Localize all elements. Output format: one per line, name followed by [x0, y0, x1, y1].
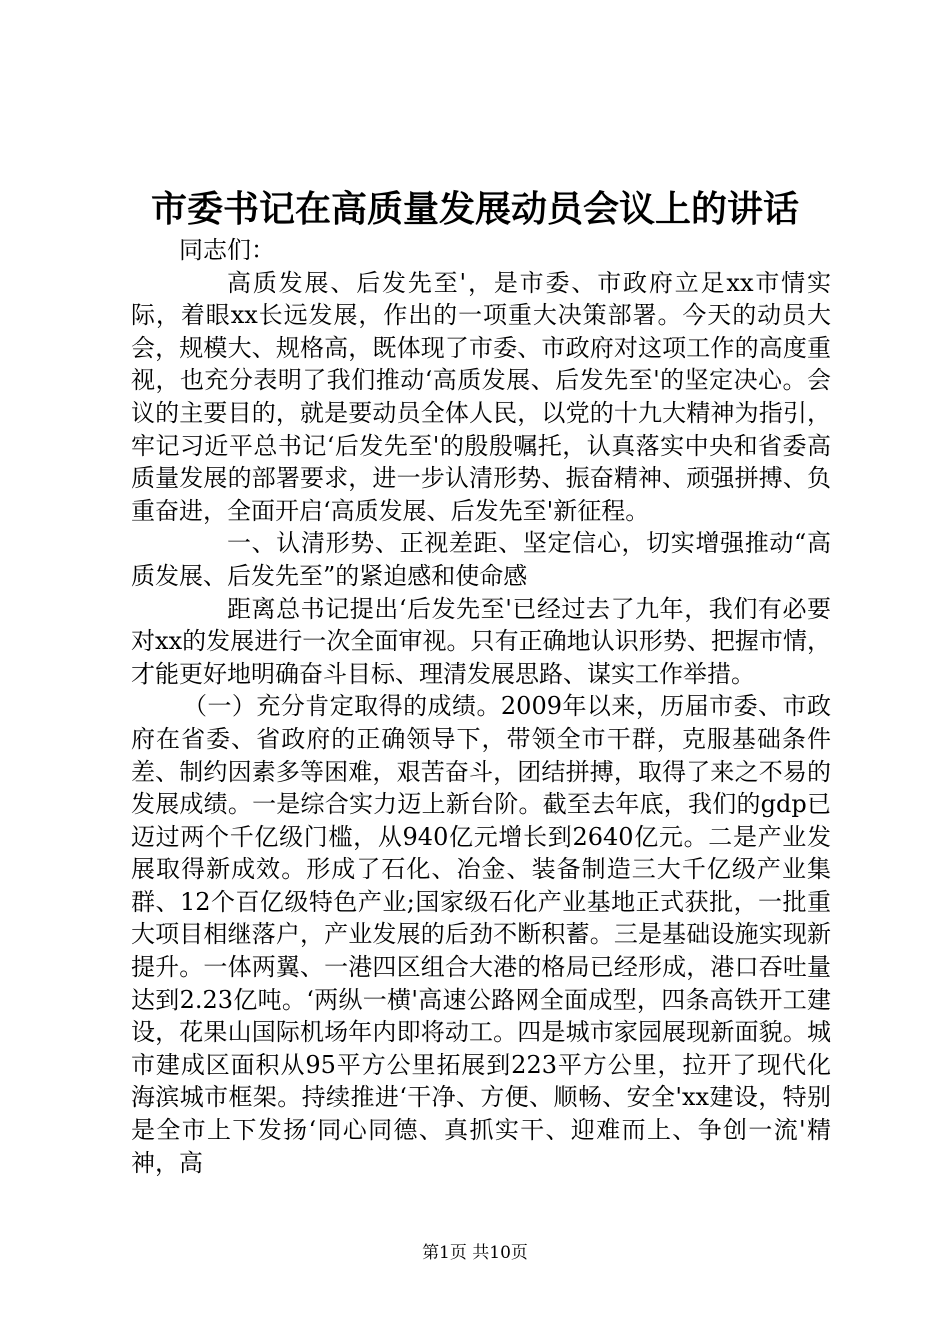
section-heading-1: 一、认清形势、正视差距、坚定信心，切实增强推动“高质发展、后发先至”的紧迫感和使命感	[131, 529, 831, 590]
paragraph-achievements: （一）充分肯定取得的成绩。2009年以来，历届市委、市政府在省委、省政府的正确领导下，带领全市干群，克服基础条件差、制约因素多等困难，艰苦奋斗，团结拼搏，取得了来之不易的发展成绩。一是综合实力迈上新台阶。截至去年底，我们的gdp已迈过两个千亿级门槛，从940亿元增长到2640亿元。二是产业发展取得新成效。形成了石化、冶金、装备制造三大千亿级产业集群、12个百亿级特色产业;国家级石化产业基地正式获批，一批重大项目相继落户，产业发展的后劲不断积蓄。三是基础设施实现新提升。一体两翼、一港四区组合大港的格局已经形成，港口吞吐量达到2.23亿吨。‘两纵一横'高速公路网全面成型，四条高铁开工建设，花果山国际机场年内即将动工。四是城市家园展现新面貌。城市建成区面积从95平方公里拓展到223平方公里，拉开了现代化海滨城市框架。持续推进‘干净、方便、顺畅、安全'xx建设，特别是全市上下发扬‘同心同德、真抓实干、迎难而上、争创一流'精神，高	[131, 692, 831, 1177]
document-body	[131, 234, 831, 1179]
page-footer: 第1页 共10页	[422, 1243, 528, 1263]
paragraph-review: 距离总书记提出‘后发先至'已经过去了九年，我们有必要对xx的发展进行一次全面审视。只有正确地认识形势、把握市情，才能更好地明确奋斗目标、理清发展思路、谋实工作举措。	[131, 594, 831, 688]
greeting: 同志们：	[179, 236, 275, 264]
paragraph-intro: 高质发展、后发先至'，是市委、市政府立足xx市情实际，着眼xx长远发展，作出的一项重大决策部署。今天的动员大会，规模大、规格高，既体现了市委、市政府对这项工作的高度重视，也充分表明了我们推动‘高质发展、后发先至'的坚定决心。会议的主要目的，就是要动员全体人民，以党的十九大精神为指引，牢记习近平总书记‘后发先至'的殷殷嘱托，认真落实中央和省委高质量发展的部署要求，进一步认清形势、振奋精神、顽强拼搏、负重奋进，全面开启‘高质发展、后发先至'新征程。	[131, 268, 831, 525]
document-title: 市委书记在高质量发展动员会议上的讲话	[150, 189, 799, 230]
